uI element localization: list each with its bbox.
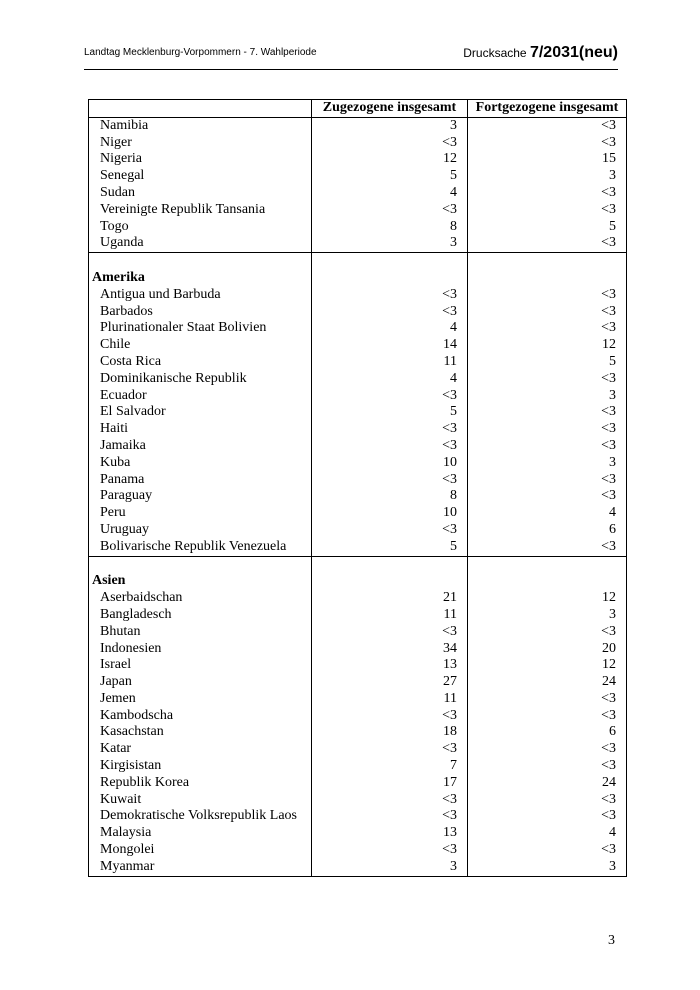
empty-cell xyxy=(89,556,312,573)
country-name: Haiti xyxy=(89,421,312,438)
country-name: Ecuador xyxy=(89,388,312,405)
incoming-count: <3 xyxy=(312,472,468,489)
empty-cell xyxy=(468,556,627,573)
table-row xyxy=(89,219,627,236)
outgoing-count: 3 xyxy=(468,388,627,405)
table-row xyxy=(89,607,627,624)
incoming-count: 8 xyxy=(312,219,468,236)
country-name: Namibia xyxy=(89,117,312,134)
country-name: Niger xyxy=(89,135,312,152)
empty-cell xyxy=(312,270,468,287)
table-header-row xyxy=(89,100,627,118)
outgoing-count: <3 xyxy=(468,758,627,775)
table-row xyxy=(89,758,627,775)
document-number-label: Drucksache xyxy=(463,46,530,60)
table-row xyxy=(89,117,627,134)
country-name: Jamaika xyxy=(89,438,312,455)
outgoing-count: 24 xyxy=(468,674,627,691)
country-name: Aserbaidschan xyxy=(89,590,312,607)
outgoing-count: <3 xyxy=(468,421,627,438)
incoming-count: 3 xyxy=(312,235,468,252)
empty-cell xyxy=(312,253,468,270)
outgoing-count: <3 xyxy=(468,808,627,825)
outgoing-count: <3 xyxy=(468,438,627,455)
outgoing-count: 24 xyxy=(468,775,627,792)
country-name: Dominikanische Republik xyxy=(89,371,312,388)
country-name: Indonesien xyxy=(89,641,312,658)
document-number-value: 7/2031(neu) xyxy=(529,44,618,61)
incoming-count: <3 xyxy=(312,135,468,152)
table-row xyxy=(89,472,627,489)
incoming-count: 11 xyxy=(312,691,468,708)
parliament-label: Landtag Mecklenburg-Vorpommern - 7. Wahlperiode xyxy=(84,47,317,58)
outgoing-count: 3 xyxy=(468,455,627,472)
incoming-count: 10 xyxy=(312,455,468,472)
incoming-count: 12 xyxy=(312,151,468,168)
outgoing-count: 4 xyxy=(468,505,627,522)
incoming-count: 7 xyxy=(312,758,468,775)
table-row xyxy=(89,438,627,455)
table-row xyxy=(89,792,627,809)
table-row xyxy=(89,775,627,792)
incoming-count: <3 xyxy=(312,808,468,825)
incoming-count: <3 xyxy=(312,792,468,809)
country-name: Kirgisistan xyxy=(89,758,312,775)
empty-cell xyxy=(312,573,468,590)
outgoing-count: 3 xyxy=(468,607,627,624)
table-row xyxy=(89,235,627,252)
table-row xyxy=(89,320,627,337)
outgoing-count: <3 xyxy=(468,691,627,708)
empty-cell xyxy=(468,573,627,590)
section-heading-row xyxy=(89,573,627,590)
incoming-count: 10 xyxy=(312,505,468,522)
outgoing-count: 6 xyxy=(468,724,627,741)
outgoing-count: 12 xyxy=(468,657,627,674)
outgoing-count: 3 xyxy=(468,859,627,876)
incoming-count: <3 xyxy=(312,388,468,405)
country-name: Peru xyxy=(89,505,312,522)
section-heading-row xyxy=(89,270,627,287)
country-name: Israel xyxy=(89,657,312,674)
incoming-count: 27 xyxy=(312,674,468,691)
table-row xyxy=(89,808,627,825)
incoming-count: 13 xyxy=(312,825,468,842)
country-name: Sudan xyxy=(89,185,312,202)
table-row xyxy=(89,624,627,641)
country-name: Kasachstan xyxy=(89,724,312,741)
country-name: Togo xyxy=(89,219,312,236)
incoming-count: 13 xyxy=(312,657,468,674)
incoming-count: <3 xyxy=(312,421,468,438)
outgoing-count: 6 xyxy=(468,522,627,539)
spacer-row xyxy=(89,253,627,270)
country-name: Plurinationaler Staat Bolivien xyxy=(89,320,312,337)
incoming-count: 3 xyxy=(312,859,468,876)
incoming-count: <3 xyxy=(312,438,468,455)
outgoing-count: <3 xyxy=(468,320,627,337)
table-row xyxy=(89,371,627,388)
outgoing-count: <3 xyxy=(468,135,627,152)
outgoing-count: <3 xyxy=(468,185,627,202)
incoming-count: 17 xyxy=(312,775,468,792)
empty-cell xyxy=(468,253,627,270)
incoming-count: 4 xyxy=(312,185,468,202)
incoming-count: 8 xyxy=(312,488,468,505)
column-header-outgoing: Fortgezogene insgesamt xyxy=(468,100,627,118)
incoming-count: 4 xyxy=(312,371,468,388)
table-row xyxy=(89,825,627,842)
outgoing-count: 4 xyxy=(468,825,627,842)
empty-cell xyxy=(89,253,312,270)
incoming-count: <3 xyxy=(312,202,468,219)
table-row xyxy=(89,168,627,185)
outgoing-count: <3 xyxy=(468,371,627,388)
country-name: Panama xyxy=(89,472,312,489)
outgoing-count: <3 xyxy=(468,539,627,556)
outgoing-count: 15 xyxy=(468,151,627,168)
incoming-count: <3 xyxy=(312,304,468,321)
incoming-count: <3 xyxy=(312,287,468,304)
page-number: 3 xyxy=(608,933,615,948)
outgoing-count: <3 xyxy=(468,117,627,134)
incoming-count: 5 xyxy=(312,168,468,185)
table-row xyxy=(89,641,627,658)
empty-cell xyxy=(468,270,627,287)
outgoing-count: <3 xyxy=(468,792,627,809)
country-name: Nigeria xyxy=(89,151,312,168)
outgoing-count: 3 xyxy=(468,168,627,185)
country-name: El Salvador xyxy=(89,404,312,421)
table-row xyxy=(89,539,627,556)
table-row xyxy=(89,455,627,472)
table-row xyxy=(89,842,627,859)
table-row xyxy=(89,522,627,539)
incoming-count: 11 xyxy=(312,607,468,624)
table-row xyxy=(89,488,627,505)
country-name: Kuwait xyxy=(89,792,312,809)
country-name: Bhutan xyxy=(89,624,312,641)
incoming-count: 5 xyxy=(312,539,468,556)
section-title: Amerika xyxy=(89,270,312,287)
country-name: Costa Rica xyxy=(89,354,312,371)
section-title: Asien xyxy=(89,573,312,590)
outgoing-count: <3 xyxy=(468,235,627,252)
incoming-count: <3 xyxy=(312,708,468,725)
incoming-count: 18 xyxy=(312,724,468,741)
country-name: Kambodscha xyxy=(89,708,312,725)
incoming-count: 14 xyxy=(312,337,468,354)
incoming-count: 3 xyxy=(312,117,468,134)
incoming-count: <3 xyxy=(312,522,468,539)
incoming-count: <3 xyxy=(312,624,468,641)
outgoing-count: <3 xyxy=(468,741,627,758)
table-row xyxy=(89,202,627,219)
outgoing-count: <3 xyxy=(468,304,627,321)
country-name: Demokratische Volksrepublik Laos xyxy=(89,808,312,825)
table-row xyxy=(89,691,627,708)
incoming-count: <3 xyxy=(312,741,468,758)
country-name: Kuba xyxy=(89,455,312,472)
outgoing-count: 12 xyxy=(468,590,627,607)
country-name: Jemen xyxy=(89,691,312,708)
incoming-count: 11 xyxy=(312,354,468,371)
incoming-count: 5 xyxy=(312,404,468,421)
country-name: Barbados xyxy=(89,304,312,321)
incoming-count: 21 xyxy=(312,590,468,607)
outgoing-count: <3 xyxy=(468,202,627,219)
outgoing-count: <3 xyxy=(468,488,627,505)
country-name: Chile xyxy=(89,337,312,354)
outgoing-count: 20 xyxy=(468,641,627,658)
table-row xyxy=(89,724,627,741)
table-row xyxy=(89,354,627,371)
incoming-count: <3 xyxy=(312,842,468,859)
document-number xyxy=(463,44,618,62)
country-name: Republik Korea xyxy=(89,775,312,792)
outgoing-count: <3 xyxy=(468,624,627,641)
table-row xyxy=(89,151,627,168)
outgoing-count: 5 xyxy=(468,219,627,236)
page-header xyxy=(84,44,618,64)
country-name: Paraguay xyxy=(89,488,312,505)
table-row xyxy=(89,287,627,304)
table-row xyxy=(89,674,627,691)
incoming-count: 4 xyxy=(312,320,468,337)
country-name: Katar xyxy=(89,741,312,758)
header-divider xyxy=(84,69,618,70)
table-row xyxy=(89,337,627,354)
outgoing-count: <3 xyxy=(468,472,627,489)
country-name: Bolivarische Republik Venezuela xyxy=(89,539,312,556)
table-row xyxy=(89,304,627,321)
country-name: Uruguay xyxy=(89,522,312,539)
table-row xyxy=(89,135,627,152)
outgoing-count: 12 xyxy=(468,337,627,354)
table-body xyxy=(89,117,627,876)
table-row xyxy=(89,404,627,421)
country-name: Malaysia xyxy=(89,825,312,842)
country-name: Antigua und Barbuda xyxy=(89,287,312,304)
country-name: Bangladesch xyxy=(89,607,312,624)
column-header-incoming: Zugezogene insgesamt xyxy=(312,100,468,118)
migration-table xyxy=(88,99,627,877)
country-name: Vereinigte Republik Tansania xyxy=(89,202,312,219)
outgoing-count: <3 xyxy=(468,708,627,725)
outgoing-count: <3 xyxy=(468,842,627,859)
outgoing-count: 5 xyxy=(468,354,627,371)
table-row xyxy=(89,590,627,607)
table-row xyxy=(89,657,627,674)
table-row xyxy=(89,185,627,202)
incoming-count: 34 xyxy=(312,641,468,658)
spacer-row xyxy=(89,556,627,573)
country-name: Mongolei xyxy=(89,842,312,859)
country-name: Japan xyxy=(89,674,312,691)
outgoing-count: <3 xyxy=(468,287,627,304)
table-row xyxy=(89,859,627,876)
empty-cell xyxy=(312,556,468,573)
outgoing-count: <3 xyxy=(468,404,627,421)
column-header-country xyxy=(89,100,312,118)
table-row xyxy=(89,505,627,522)
table-row xyxy=(89,708,627,725)
country-name: Myanmar xyxy=(89,859,312,876)
table-row xyxy=(89,421,627,438)
country-name: Uganda xyxy=(89,235,312,252)
country-name: Senegal xyxy=(89,168,312,185)
table-row xyxy=(89,388,627,405)
table-row xyxy=(89,741,627,758)
